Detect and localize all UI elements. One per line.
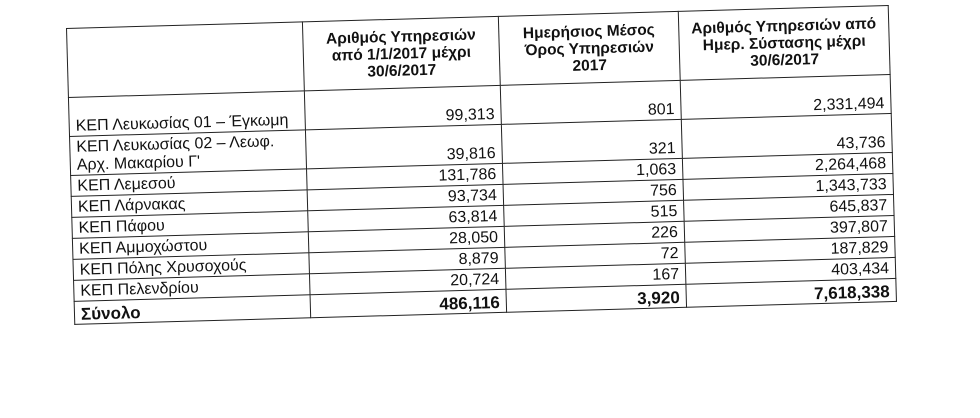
header-services-since-start: Αριθμός Υπηρεσιών από Ημερ. Σύστασης μέχρι 30/6/2017: [678, 6, 890, 81]
cell-services-since-start: 1,343,733: [683, 173, 894, 200]
cell-daily-average: 226: [504, 221, 685, 247]
cell-services-h1: 28,050: [308, 226, 505, 252]
row-name: ΚΕΠ Λευκωσίας 01 – Έγκωμη: [68, 91, 305, 137]
cell-services-since-start: 645,837: [684, 194, 895, 221]
cell-daily-average: 801: [500, 80, 681, 124]
header-blank-cell: [67, 22, 305, 98]
cell-services-h1: 93,734: [307, 184, 504, 210]
cell-daily-average: 756: [503, 179, 684, 205]
cell-services-since-start: 2,331,494: [680, 75, 891, 120]
cell-services-since-start: 43,736: [681, 113, 892, 158]
row-name: ΚΕΠ Πάφου: [72, 211, 308, 239]
cell-services-h1: 63,814: [308, 205, 505, 231]
cell-services-h1: 8,879: [309, 247, 506, 273]
cell-services-h1: 39,816: [305, 124, 502, 168]
cell-daily-average: 72: [505, 242, 686, 268]
services-table-wrapper: [66, 5, 896, 325]
header-services-h1: Αριθμός Υπηρεσιών από 1/1/2017 μέχρι 30/6/2017: [302, 16, 500, 90]
header-daily-average: Ημερήσιος Μέσος Όρος Υπηρεσιών 2017: [498, 11, 680, 85]
total-label: Σύνολο: [74, 295, 311, 325]
cell-daily-average: 515: [504, 200, 685, 226]
services-table: [66, 5, 897, 325]
row-name: ΚΕΠ Λάρνακας: [71, 190, 307, 218]
row-name: ΚΕΠ Αμμοχώστου: [72, 232, 308, 260]
cell-daily-average: 321: [501, 119, 682, 163]
cell-services-since-start: 397,807: [684, 215, 895, 242]
total-services-since-start: 7,618,338: [686, 278, 897, 307]
row-name: ΚΕΠ Πόλης Χρυσοχούς: [73, 253, 309, 281]
row-name: ΚΕΠ Λευκωσίας 02 – Λεωφ. Αρχ. Μακαρίου Γ': [70, 130, 307, 176]
cell-daily-average: 1,063: [502, 158, 683, 184]
total-daily-average: 3,920: [506, 284, 687, 312]
cell-services-h1: 20,724: [309, 268, 506, 294]
cell-services-h1: 99,313: [304, 85, 501, 129]
cell-services-h1: 131,786: [307, 163, 504, 189]
cell-services-since-start: 403,434: [685, 257, 896, 284]
cell-services-since-start: 187,829: [685, 236, 896, 263]
cell-services-since-start: 2,264,468: [682, 152, 893, 179]
cell-daily-average: 167: [505, 263, 686, 289]
total-services-h1: 486,116: [310, 289, 507, 317]
row-name: ΚΕΠ Πελενδρίου: [74, 274, 310, 302]
row-name: ΚΕΠ Λεμεσού: [71, 169, 307, 197]
